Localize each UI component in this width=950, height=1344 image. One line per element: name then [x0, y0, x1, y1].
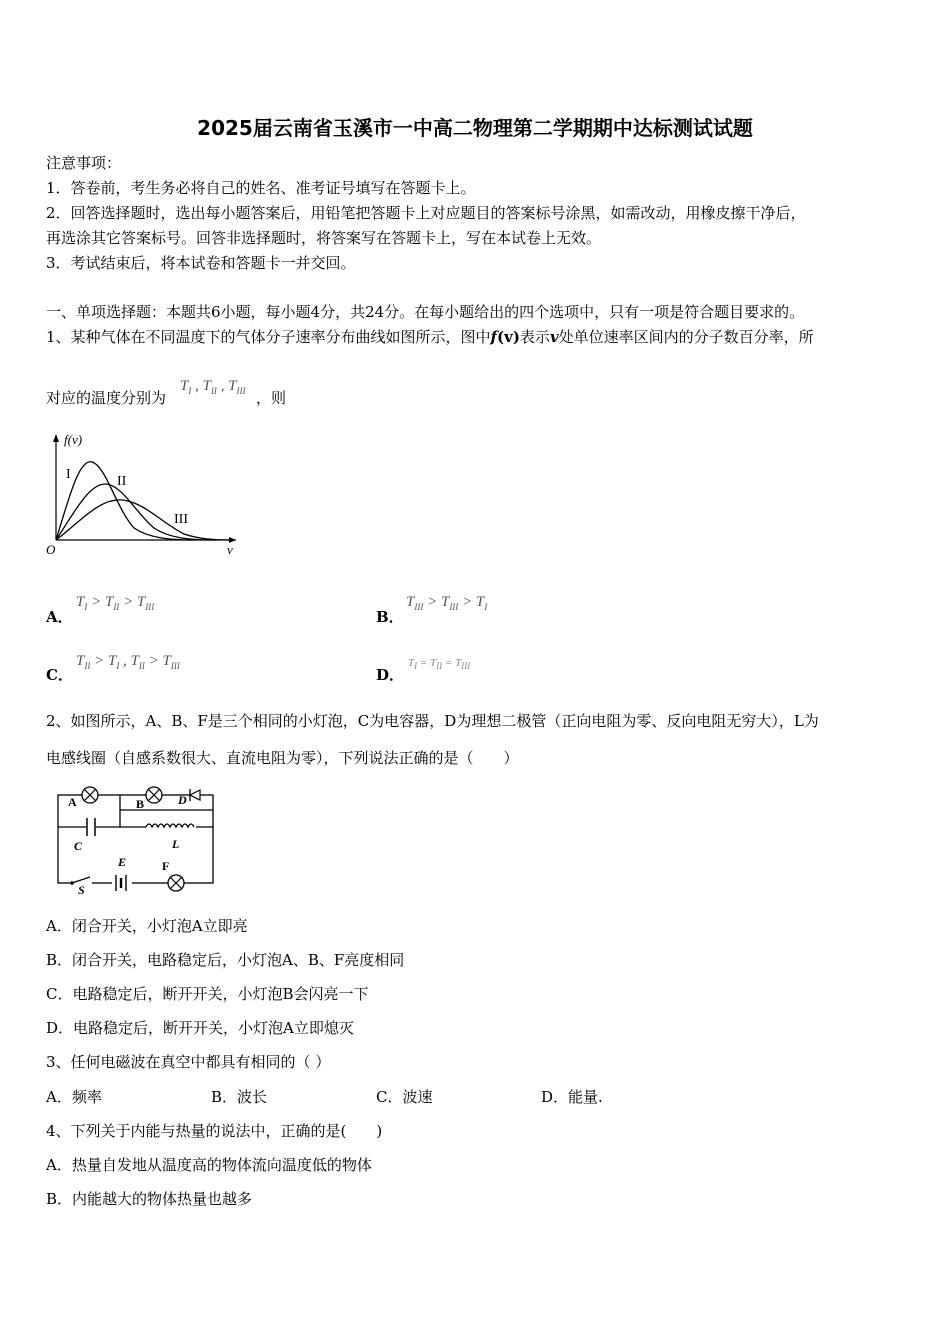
q4-option-a: A．热量自发地从温度高的物体流向温度低的物体	[46, 1156, 372, 1174]
q1-text-b: 表示	[519, 328, 550, 346]
q1-v: v	[549, 328, 559, 346]
q1-text-a: 1、某种气体在不同温度下的气体分子速率分布曲线如图所示，图中	[46, 328, 491, 346]
notice-item-3: 3．考试结束后，将本试卷和答题卡一并交回。	[46, 254, 356, 272]
y-axis-arrow	[53, 434, 59, 442]
q4-option-b: B．内能越大的物体热量也越多	[46, 1190, 253, 1208]
label-D: D	[178, 793, 187, 807]
page-title: 2025届云南省玉溪市一中高二物理第二学期期中达标测试试题	[197, 116, 753, 140]
q1-text-c: 处单位速率区间内的分子数百分率，所	[558, 328, 814, 346]
q3-option-b: B．波长	[211, 1088, 268, 1106]
q2-option-b: B．闭合开关，电路稳定后，小灯泡A、B、F亮度相同	[46, 951, 405, 969]
q1-line2-a: 对应的温度分别为	[46, 389, 167, 407]
q3-option-d: D．能量.	[541, 1088, 603, 1106]
q2-option-c: C．电路稳定后，断开开关，小灯泡B会闪亮一下	[46, 985, 369, 1003]
q1-stem-line2	[46, 388, 166, 408]
curve-label-III: III	[174, 512, 188, 527]
q4-stem: 4、下列关于内能与热量的说法中，正确的是( )	[46, 1122, 383, 1140]
curve-II	[56, 484, 214, 540]
label-B: B	[136, 797, 145, 811]
x-axis-label: v	[227, 542, 233, 557]
q1-line2-b: ，则	[256, 389, 287, 407]
notice-heading: 注意事项：	[46, 154, 122, 172]
q1-option-b-math: $T_{III} > T_{III} > T_I$	[406, 594, 488, 612]
label-L: L	[172, 837, 180, 851]
origin-label: O	[46, 542, 56, 557]
q2-option-d: D．电路稳定后，断开开关，小灯泡A立即熄灭	[46, 1019, 354, 1037]
q2-stem-line1: 2、如图所示，A、B、F是三个相同的小灯泡，C为电容器，D为理想二极管（正向电阻为零、反向电阻无穷大），L为	[46, 712, 819, 730]
q1-option-d-letter: D．	[376, 666, 405, 684]
q1-stem-line1	[46, 327, 814, 347]
label-A: A	[68, 795, 77, 809]
curve-label-II: II	[117, 474, 127, 489]
label-E: E	[118, 855, 127, 869]
q1-option-b-letter: B．	[376, 608, 404, 626]
q1-fv: f	[490, 328, 497, 346]
label-F: F	[162, 859, 170, 873]
q3-stem: 3、任何电磁波在真空中都具有相同的（ ）	[46, 1053, 331, 1071]
curve-III	[56, 500, 232, 540]
notice-item-1: 1．答卷前，考生务必将自己的姓名、准考证号填写在答题卡上。	[46, 179, 476, 197]
diode-icon	[190, 790, 200, 800]
q1-temps-symbol: T	[180, 378, 189, 394]
notice-item-2: 2．回答选择题时，选出每小题答案后，用铅笔把答题卡上对应题目的答案标号涂黑，如需改动，用橡皮擦干净后，	[46, 204, 806, 222]
notice-item-2-cont: 再选涂其它答案标号。回答非选择题时，将答案写在答题卡上，写在本试卷上无效。	[46, 229, 602, 247]
q3-option-a: A．频率	[46, 1088, 102, 1106]
switch-pivot	[70, 881, 74, 885]
q2-circuit-diagram	[50, 780, 222, 895]
label-S: S	[78, 883, 85, 895]
label-C: C	[74, 839, 83, 853]
q1-fv2: (v)	[497, 328, 520, 346]
q1-option-c-math: $T_{II} > T_I$ , $T_{II} > T_{III}$	[76, 653, 180, 671]
q1-option-a-math: $T_I > T_{II} > T_{III}$	[76, 594, 155, 612]
q1-temps-math: $T_I$ , $T_{II}$ , $T_{III}$	[180, 378, 246, 396]
q1-option-d-math: $T_I = T_{II} = T_{III}$	[408, 657, 471, 672]
y-axis-label: f(v)	[64, 432, 83, 447]
q1-distribution-graph	[44, 428, 244, 558]
q2-stem-line2: 电感线圈（自感系数很大、直流电阻为零），下列说法正确的是（ ）	[46, 749, 519, 767]
q1-option-c-letter: C．	[46, 666, 73, 684]
q3-option-c: C．波速	[376, 1088, 433, 1106]
section-heading: 一、单项选择题：本题共6小题，每小题4分，共24分。在每小题给出的四个选项中，只有一项是符合题目要求的。	[46, 303, 805, 321]
q2-option-a: A．闭合开关，小灯泡A立即亮	[46, 917, 248, 935]
q1-option-a-letter: A．	[46, 608, 73, 626]
curve-label-I: I	[66, 467, 71, 482]
